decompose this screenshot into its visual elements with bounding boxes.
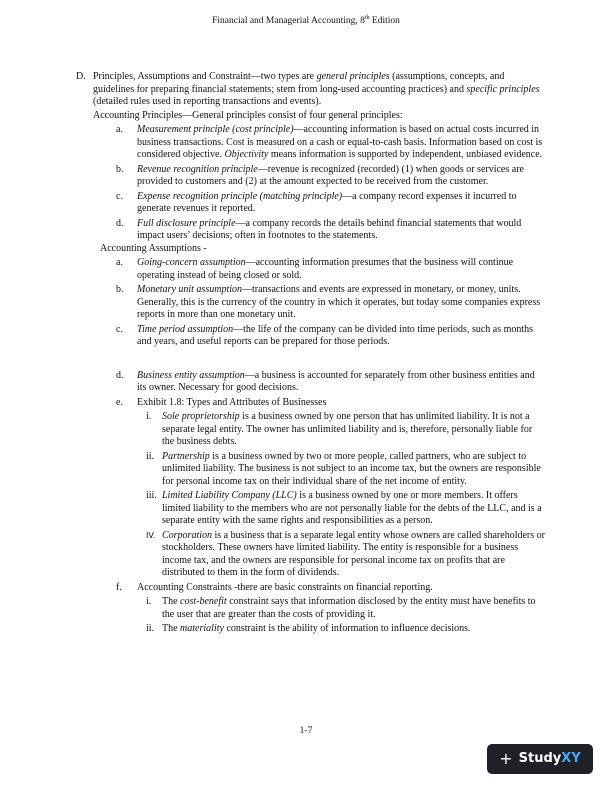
badge-label-accent: XY xyxy=(561,750,581,766)
spacer xyxy=(76,349,546,368)
business-type-item: iii. Limited Liability Company (LLC) is a business owned by one or more members. It offers limited liability to the members who are not personally liable for the debts of the LLC, and is a separate entity with the same rights and responsibilities as a person. xyxy=(146,490,542,526)
constraint-item: ii. The materiality constraint is the ability of information to influence decisions. xyxy=(146,623,471,634)
assumption-item: c. Time period assumption—the life of the company can be divided into time periods, such as months and years, and useful reports can be prepared for those periods. xyxy=(116,323,534,347)
principles-heading: Accounting Principles—General principles consist of four general principles: xyxy=(93,109,403,121)
assumption-item: b. Monetary unit assumption—transactions and events are expressed in monetary, or money, units. Generally, this is the currency of the country in which it operates, but today some companies express reports in more than one monetary unit. xyxy=(116,284,541,320)
page-number: 1-7 xyxy=(299,726,313,736)
principle-item: a. Measurement principle (cost principle)—accounting information is based on actual costs incurred in business transactions. Cost is measured on a cash or equal-to-cash basis. Information based on cost is considered objective. Objectivity means information is supported by independent, unbiased evidence. xyxy=(116,124,543,160)
business-type-item: IV. Corporation is a business that is a separate legal entity whose owners are called shareholders or stockholders. These owners have limited liability. The entity is responsible for a business income tax, and the owners are responsible for personal income tax on profits that are distributed to them in the form of dividends. xyxy=(146,529,545,578)
principle-item: d. Full disclosure principle—a company records the details behind financial statements that would impact users’ decisions; often in footnotes to the statements. xyxy=(116,217,522,241)
assumption-item: a. Going-concern assumption—accounting information presumes that the business will continue operating instead of being closed or sold. xyxy=(116,257,514,281)
exhibit-item: e. Exhibit 1.8: Types and Attributes of Businesses xyxy=(116,396,327,408)
assumption-item: d. Business entity assumption—a business is accounted for separately from other business entities and its owner. Necessary for good decisions. xyxy=(116,369,535,393)
document-body xyxy=(76,71,546,636)
page-header: Financial and Managerial Accounting, 8th Edition xyxy=(212,14,400,26)
business-type-item: i. Sole proprietorship is a business owned by one person that has unlimited liability. It is not a separate legal entity. The owner has unlimited liability and is, therefore, personally liable for the business debts. xyxy=(146,411,533,447)
studyxy-badge[interactable] xyxy=(487,744,593,774)
business-type-item: ii. Partnership is a business owned by two or more people, called partners, who are subject to unlimited liability. The business is not subject to an income tax, but the owners are responsible for personal income tax on their individual share of the net income of entity. xyxy=(146,450,541,487)
constraint-item: i. The cost-benefit constraint says that information disclosed by the entity must have benefits to the user that are greater than the costs of providing it. xyxy=(146,596,536,620)
section-d-text: Principles, Assumptions and Constraint—two types are general principles (assumptions, concepts, and guidelines for preparing financial statements; stem from long-used accounting practices) and specific principles (detailed rules used in reporting transactions and events). xyxy=(93,71,540,107)
constraints-item: f. Accounting Constraints -there are basic constraints on financial reporting. xyxy=(116,581,433,593)
assumptions-heading: Accounting Assumptions - xyxy=(100,242,207,254)
section-d xyxy=(76,71,546,109)
section-marker: D. xyxy=(76,71,86,82)
principle-item: b. Revenue recognition principle—revenue is recognized (recorded) (1) when goods or services are provided to customers and (2) at the amount expected to be received from the customer. xyxy=(116,163,524,187)
plus-icon: + xyxy=(499,749,513,768)
badge-label: Study xyxy=(518,750,562,766)
principle-item: c. Expense recognition principle (matching principle)—a company record expenses it incurred to generate revenues it reported. xyxy=(116,190,517,214)
